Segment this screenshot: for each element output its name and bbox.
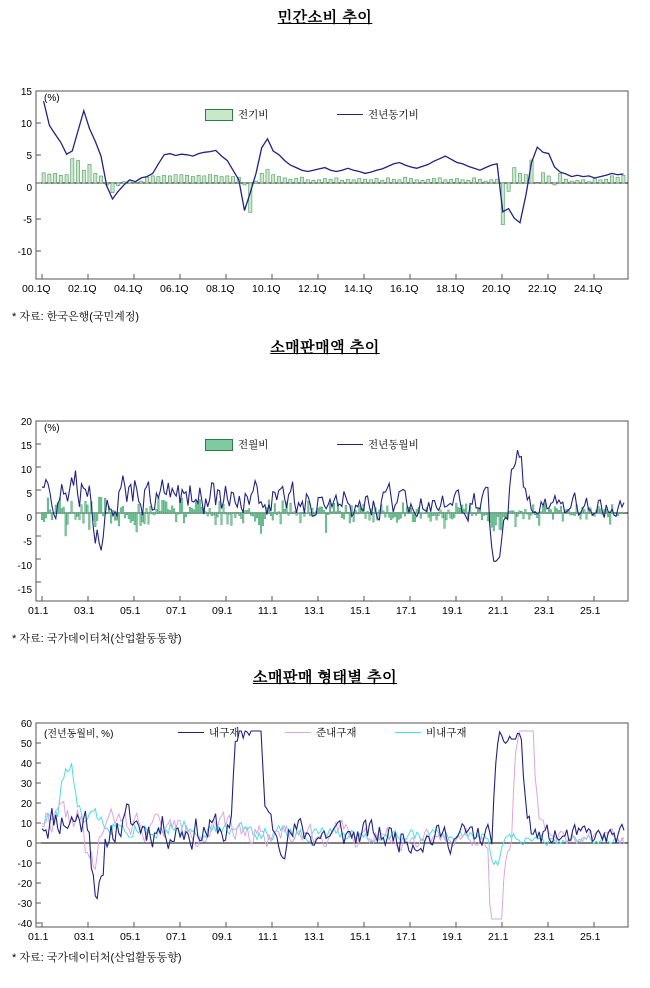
y-tick-3-40: 40 [20,759,32,770]
x-tick-1-1: 02.1Q [68,283,97,295]
x-tick-3-1: 03.1 [74,931,95,943]
y-tick-1-15: 15 [20,87,32,98]
legend-3-0 [178,725,239,740]
chart-canvas-2 [0,361,650,616]
x-tick-1-12: 24.1Q [574,283,603,295]
x-tick-3-4: 09.1 [212,931,233,943]
x-tick-1-9: 18.1Q [436,283,465,295]
x-tick-3-0: 01.1 [28,931,49,943]
legend-label-2-0: 전월비 [238,439,269,451]
y-tick-2-5: 5 [26,489,32,500]
legend-2-line [337,437,419,452]
legend-swatch-line-icon [178,732,204,733]
legend-3-1 [285,725,357,740]
legend-label-1-0: 전기비 [238,109,269,121]
y-axis-unit-2: (%) [44,423,60,434]
legend-label-1-1: 전년동기비 [368,109,419,121]
x-tick-1-10: 20.1Q [482,283,511,295]
x-tick-2-12: 25.1 [580,605,601,617]
x-tick-2-1: 03.1 [74,605,95,617]
y-tick-1-5: 5 [26,151,32,162]
y-tick-3-30: 30 [20,779,32,790]
x-tick-1-8: 16.1Q [390,283,419,295]
plot-area-3 [0,691,650,941]
chart-block-retail-by-type [0,660,650,980]
y-tick-2-neg5: -5 [23,537,32,548]
y-tick-1-neg10: -10 [17,247,32,258]
x-tick-3-10: 21.1 [488,931,509,943]
y-tick-2-20: 20 [20,417,32,428]
y-tick-3-neg20: -20 [17,879,32,890]
y-tick-3-20: 20 [20,799,32,810]
x-tick-1-4: 08.1Q [206,283,235,295]
y-tick-2-0: 0 [26,513,32,524]
x-tick-2-6: 13.1 [304,605,325,617]
legend-label-3-2: 비내구재 [426,727,467,739]
x-tick-3-7: 15.1 [350,931,371,943]
y-tick-1-10: 10 [20,119,32,130]
y-tick-2-15: 15 [20,441,32,452]
chart-source-1: * 자료: 한국은행(국민계정) [12,311,140,323]
legend-swatch-line-icon [337,114,363,115]
x-tick-1-0: 00.1Q [22,283,51,295]
x-tick-2-11: 23.1 [534,605,555,617]
y-tick-1-0: 0 [26,183,32,194]
x-tick-3-12: 25.1 [580,931,601,943]
legend-swatch-bar-icon [205,109,233,121]
y-tick-2-neg15: -15 [17,585,32,596]
y-axis-unit-1: (%) [44,93,60,104]
y-tick-3-10: 10 [20,819,32,830]
x-tick-2-4: 09.1 [212,605,233,617]
chart-source-3: * 자료: 국가데이터처(산업활동동향) [12,952,182,964]
x-tick-2-5: 11.1 [258,605,278,617]
x-tick-2-10: 21.1 [488,605,509,617]
x-tick-3-5: 11.1 [258,931,278,943]
chart-title-2: 소매판매액 추이 [270,339,380,356]
y-tick-3-0: 0 [26,839,32,850]
y-tick-3-neg30: -30 [17,899,32,910]
x-tick-3-6: 13.1 [304,931,325,943]
legend-2-bar [205,437,268,452]
y-axis-unit-3: (전년동월비, %) [44,729,114,740]
chart-block-retail-sales [0,330,650,660]
y-tick-1-neg5: -5 [23,215,32,226]
y-tick-3-neg10: -10 [17,859,32,870]
x-tick-3-9: 19.1 [442,931,463,943]
x-tick-1-6: 12.1Q [298,283,327,295]
legend-label-2-1: 전년동월비 [368,439,419,451]
x-tick-2-8: 17.1 [396,605,417,617]
x-tick-2-2: 05.1 [120,605,141,617]
x-tick-1-7: 14.1Q [344,283,373,295]
legend-3-2 [395,725,467,740]
legend-swatch-bar-icon [205,439,233,451]
legend-1-bar [205,107,268,122]
legend-swatch-line-icon [395,732,421,733]
x-tick-1-5: 10.1Q [252,283,281,295]
legend-label-3-0: 내구재 [209,727,240,739]
y-tick-3-60: 60 [20,719,32,730]
x-tick-2-0: 01.1 [28,605,49,617]
legend-1-line [337,107,419,122]
y-tick-3-50: 50 [20,739,32,750]
x-tick-1-2: 04.1Q [114,283,143,295]
x-tick-3-11: 23.1 [534,931,555,943]
legend-swatch-line-icon [285,732,311,733]
x-tick-2-3: 07.1 [166,605,187,617]
chart-title-1: 민간소비 추이 [277,9,373,26]
x-tick-3-2: 05.1 [120,931,141,943]
chart-source-2: * 자료: 국가데이터처(산업활동동향) [12,633,182,645]
x-tick-2-9: 19.1 [442,605,463,617]
chart-block-private-consumption [0,0,650,330]
x-tick-1-3: 06.1Q [160,283,189,295]
y-tick-3-neg40: -40 [17,919,32,930]
x-tick-3-8: 17.1 [396,931,417,943]
chart-title-3: 소매판매 형태별 추이 [252,669,398,686]
chart-canvas-1 [0,31,650,286]
legend-swatch-line-icon [337,444,363,445]
plot-area-2 [0,361,650,616]
legend-label-3-1: 준내구재 [316,727,357,739]
x-tick-2-7: 15.1 [350,605,371,617]
x-tick-1-11: 22.1Q [528,283,557,295]
x-tick-3-3: 07.1 [166,931,187,943]
y-tick-2-neg10: -10 [17,561,32,572]
y-tick-2-10: 10 [20,465,32,476]
plot-area-1 [0,31,650,295]
